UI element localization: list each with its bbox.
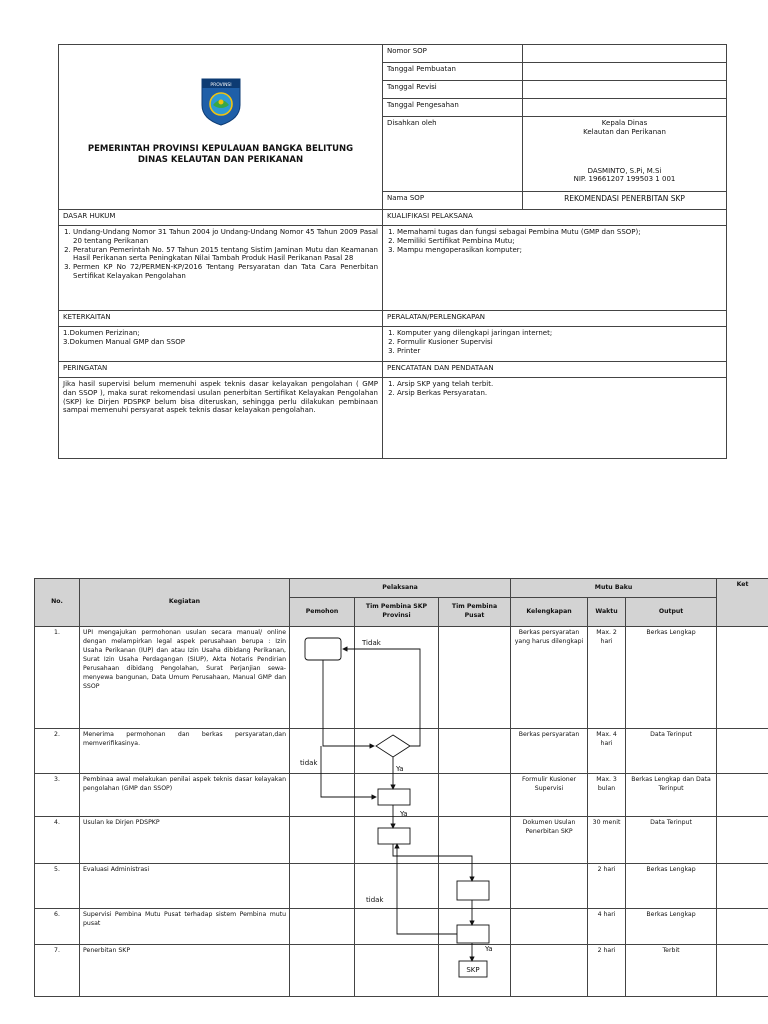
row-output: Berkas Lengkap	[626, 627, 717, 729]
lane-tim-prov	[355, 945, 439, 997]
pencatatan-content	[383, 378, 727, 459]
row-no: 3.	[35, 774, 80, 817]
col-tim-pusat-header: Tim Pembina Pusat	[439, 598, 511, 627]
peralatan-content	[383, 327, 727, 362]
col-mutu-baku-header: Mutu Baku	[511, 579, 717, 598]
peralatan-title: PERALATAN/PERLENGKAPAN	[383, 311, 727, 327]
row-ket	[717, 864, 768, 909]
lane-pemohon	[290, 729, 355, 774]
row-no: 1.	[35, 627, 80, 729]
row-kelengkapan: Formulir Kusioner Supervisi	[511, 774, 588, 817]
tanggal-pembuatan-label: Tanggal Pembuatan	[383, 63, 523, 81]
row-waktu: Max. 3 bulan	[588, 774, 626, 817]
lane-tim-prov	[355, 627, 439, 729]
row-output: Berkas Lengkap	[626, 864, 717, 909]
row-output: Data Terinput	[626, 817, 717, 864]
col-ket-header: Ket	[717, 579, 768, 627]
row-kelengkapan	[511, 945, 588, 997]
keterkaitan-line: 3.Dokumen Manual GMP dan SSOP	[63, 337, 185, 346]
peringatan-title: PERINGATAN	[59, 362, 383, 378]
table-row	[35, 774, 768, 817]
tanggal-pembuatan-value	[523, 63, 727, 81]
row-kegiatan: Penerbitan SKP	[80, 945, 290, 997]
lane-tim-prov	[355, 864, 439, 909]
lane-tim-pusat	[439, 817, 511, 864]
lane-tim-pusat	[439, 945, 511, 997]
table-row	[35, 945, 768, 997]
dasar-hukum-title: DASAR HUKUM	[59, 210, 383, 226]
row-no: 5.	[35, 864, 80, 909]
pencatatan-item: 1. Arsip SKP yang telah terbit.	[397, 380, 722, 389]
row-output: Berkas Lengkap	[626, 909, 717, 945]
kualifikasi-content	[383, 226, 727, 311]
lane-tim-pusat	[439, 627, 511, 729]
row-kelengkapan	[511, 909, 588, 945]
lane-pemohon	[290, 864, 355, 909]
tanggal-revisi-label: Tanggal Revisi	[383, 81, 523, 99]
tanggal-pengesahan-value	[523, 99, 727, 117]
lane-pemohon	[290, 774, 355, 817]
peralatan-item: 3. Printer	[397, 347, 722, 356]
label-tidak: tidak	[366, 896, 384, 904]
dasar-hukum-content	[59, 226, 383, 311]
row-waktu: Max. 4 hari	[588, 729, 626, 774]
row-waktu: 2 hari	[588, 945, 626, 997]
label-ya: Ya	[396, 765, 404, 773]
approval-cell	[523, 117, 727, 192]
approver-nip: NIP. 19661207 199503 1 001	[573, 175, 676, 184]
nomor-sop-value	[523, 45, 727, 63]
row-kegiatan: Pembinaa awal melakukan penilai aspek teknis dasar kelayakan pengolahan (GMP dan SSOP)	[80, 774, 290, 817]
pencatatan-title: PENCATATAN DAN PENDATAAN	[383, 362, 727, 378]
lane-tim-pusat	[439, 909, 511, 945]
kualifikasi-item: 2. Memiliki Sertifikat Pembina Mutu;	[397, 237, 722, 246]
row-waktu: 2 hari	[588, 864, 626, 909]
col-kegiatan-header: Kegiatan	[80, 579, 290, 627]
kualifikasi-title: KUALIFIKASI PELAKSANA	[383, 210, 727, 226]
label-tidak: Tidak	[362, 639, 381, 647]
row-kegiatan: UPI mengajukan permohonan usulan secara manual/ online dengan melampirkan legal aspek perusahaan berupa : Izin Usaha Perikanan (IUP) dan atau Izin Usaha dibidang Perikanan, Surat Izin Usaha Perdagangan (SIUP), Akta Notaris Pendirian Perusahaan dibidang Pengolahan, Surat Perjanjian sewa-menyewa bangunan, Data Umum Perusahaan, Manual GMP dan SSOP	[80, 627, 290, 729]
lane-pemohon	[290, 627, 355, 729]
tanggal-pengesahan-label: Tanggal Pengesahan	[383, 99, 523, 117]
label-ya: Ya	[485, 945, 493, 953]
approver-title2: Kelautan dan Perikanan	[583, 127, 666, 136]
row-kegiatan: Menerima permohonan dan berkas persyaratan,dan memverifikasinya.	[80, 729, 290, 774]
col-no-header: No.	[35, 579, 80, 627]
kualifikasi-item: 1. Memahami tugas dan fungsi sebagai Pembina Mutu (GMP dan SSOP);	[397, 228, 722, 237]
label-tidak: tidak	[300, 759, 318, 767]
col-pelaksana-header: Pelaksana	[290, 579, 511, 598]
lane-pemohon	[290, 817, 355, 864]
dasar-hukum-item: 2. Peraturan Pemerintah No. 57 Tahun 2015 tentang Sistim Jaminan Mutu dan Keamanan Hasil Perikanan serta Peningkatan Nilai Tambah Produk Hasil Perikanan Pasal 28	[73, 246, 378, 264]
row-kelengkapan: Dokumen Usulan Penerbitan SKP	[511, 817, 588, 864]
row-kelengkapan	[511, 864, 588, 909]
lane-tim-pusat	[439, 864, 511, 909]
table-row	[35, 627, 768, 729]
table-row	[35, 864, 768, 909]
row-no: 7.	[35, 945, 80, 997]
org-header-cell	[59, 45, 383, 210]
row-waktu: 30 menit	[588, 817, 626, 864]
peringatan-text: Jika hasil supervisi belum memenuhi aspek teknis dasar kelayakan pengolahan ( GMP dan SSOP ), maka surat rekomendasi usulan penerbitan Sertifikat Kelayakan Pengolahan (SKP) ke Dirjen PDSPKP belum bisa diteruskan, sehingga perlu dilakukan pembinaan sampai memenuhi persyarat aspek teknis dasar kelayakan pengolahan.	[59, 378, 383, 459]
row-waktu: Max. 2 hari	[588, 627, 626, 729]
row-waktu: 4 hari	[588, 909, 626, 945]
lane-tim-prov	[355, 774, 439, 817]
kualifikasi-item: 3. Mampu mengoperasikan komputer;	[397, 246, 722, 255]
row-output: Berkas Lengkap dan Data Terinput	[626, 774, 717, 817]
row-kelengkapan: Berkas persyaratan	[511, 729, 588, 774]
row-ket	[717, 817, 768, 864]
province-logo-icon	[196, 75, 246, 127]
lane-tim-prov	[355, 729, 439, 774]
row-no: 6.	[35, 909, 80, 945]
row-ket	[717, 909, 768, 945]
lane-pemohon	[290, 909, 355, 945]
row-no: 2.	[35, 729, 80, 774]
label-ya: Ya	[400, 810, 408, 818]
org-name-line2: DINAS KELAUTAN DAN PERIKANAN	[137, 155, 304, 166]
tanggal-revisi-value	[523, 81, 727, 99]
nomor-sop-label: Nomor SOP	[383, 45, 523, 63]
row-ket	[717, 945, 768, 997]
row-kegiatan: Evaluasi Administrasi	[80, 864, 290, 909]
col-output-header: Output	[626, 598, 717, 627]
lane-tim-pusat	[439, 774, 511, 817]
approver-name: DASMINTO, S.Pi, M.Si	[587, 166, 662, 175]
keterkaitan-line: 1.Dokumen Perizinan;	[63, 329, 140, 337]
dasar-hukum-item: 3. Permen KP No 72/PERMEN-KP/2016 Tentang Persyaratan dan Tata Cara Penerbitan Sertifikat Kelayakan Pengolahan	[73, 263, 378, 281]
row-output: Data Terinput	[626, 729, 717, 774]
lane-tim-prov	[355, 909, 439, 945]
keterkaitan-title: KETERKAITAN	[59, 311, 383, 327]
row-kegiatan: Supervisi Pembina Mutu Pusat terhadap sistem Pembina mutu pusat	[80, 909, 290, 945]
dasar-hukum-item: 1. Undang-Undang Nomor 31 Tahun 2004 jo Undang-Undang Nomor 45 Tahun 2009 Pasal 20 tentang Perikanan	[73, 228, 378, 246]
row-ket	[717, 729, 768, 774]
col-kelengkapan-header: Kelengkapan	[511, 598, 588, 627]
table-row	[35, 729, 768, 774]
peralatan-item: 2. Formulir Kusioner Supervisi	[397, 338, 722, 347]
sop-flow-table	[34, 578, 768, 997]
disahkan-oleh-label: Disahkan oleh	[383, 117, 523, 192]
col-pemohon-header: Pemohon	[290, 598, 355, 627]
lane-tim-prov	[355, 817, 439, 864]
logo-text: PROVINSI	[209, 83, 232, 88]
row-ket	[717, 627, 768, 729]
skp-label: SKP	[466, 966, 480, 974]
row-output: Terbit	[626, 945, 717, 997]
row-kegiatan: Usulan ke Dirjen PDSPKP	[80, 817, 290, 864]
col-tim-prov-header: Tim Pembina SKP Provinsi	[355, 598, 439, 627]
table-row	[35, 909, 768, 945]
lane-tim-pusat	[439, 729, 511, 774]
sop-info-table	[58, 44, 727, 459]
peralatan-item: 1. Komputer yang dilengkapi jaringan internet;	[397, 329, 722, 338]
row-kelengkapan: Berkas persyaratan yang harus dilengkapi	[511, 627, 588, 729]
nama-sop-value: REKOMENDASI PENERBITAN SKP	[523, 192, 727, 210]
nama-sop-label: Nama SOP	[383, 192, 523, 210]
row-no: 4.	[35, 817, 80, 864]
pencatatan-item: 2. Arsip Berkas Persyaratan.	[397, 389, 722, 398]
lane-pemohon	[290, 945, 355, 997]
org-name-line1: PEMERINTAH PROVINSI KEPULAUAN BANGKA BELITUNG	[87, 143, 354, 154]
col-waktu-header: Waktu	[588, 598, 626, 627]
row-ket	[717, 774, 768, 817]
keterkaitan-content	[59, 327, 383, 362]
approver-title1: Kepala Dinas	[601, 119, 648, 127]
table-row	[35, 817, 768, 864]
